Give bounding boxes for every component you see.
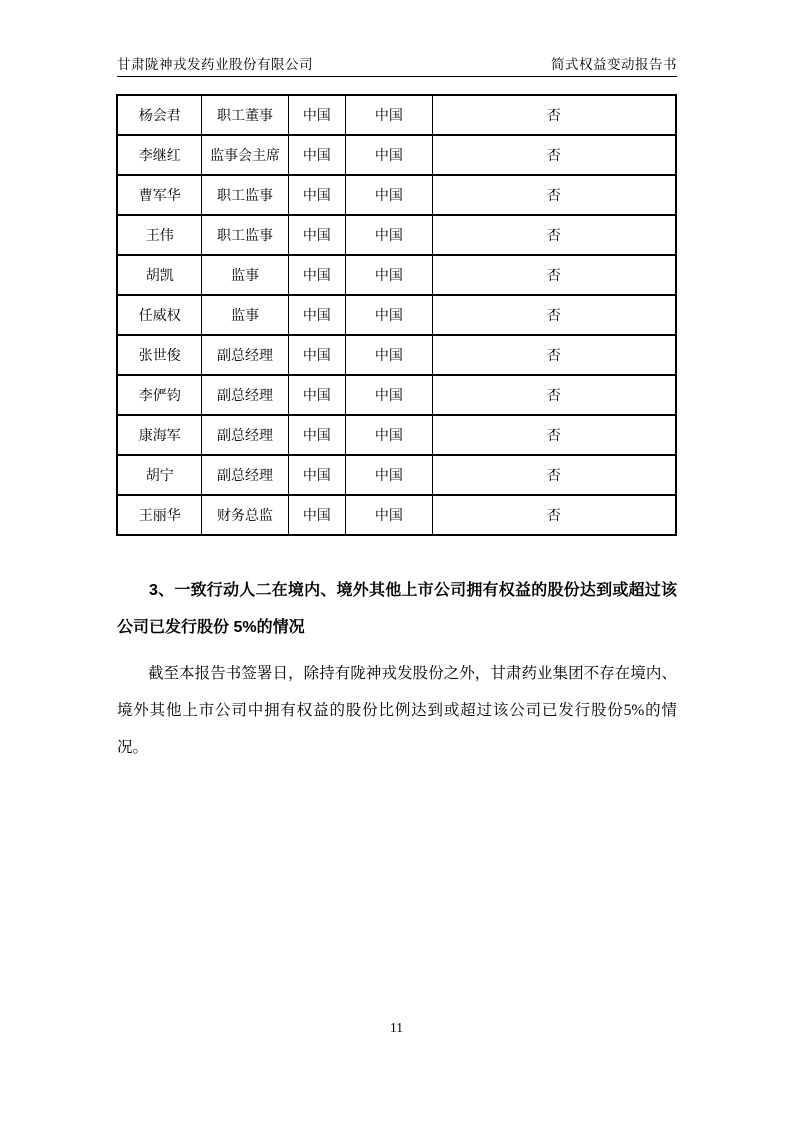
cell-name: 任威权: [117, 295, 202, 335]
cell-residence: 中国: [346, 255, 433, 295]
table-row: [117, 375, 676, 415]
header-divider: [117, 76, 677, 77]
cell-residence: 中国: [346, 415, 433, 455]
cell-residence: 中国: [346, 215, 433, 255]
table-row: [117, 455, 676, 495]
cell-other-rights: 否: [432, 455, 676, 495]
cell-nationality: 中国: [288, 415, 346, 455]
cell-nationality: 中国: [288, 175, 346, 215]
cell-other-rights: 否: [432, 135, 676, 175]
table-row: [117, 135, 676, 175]
cell-nationality: 中国: [288, 215, 346, 255]
table-row: [117, 255, 676, 295]
cell-nationality: 中国: [288, 455, 346, 495]
cell-position: 职工董事: [202, 95, 288, 135]
cell-name: 胡凯: [117, 255, 202, 295]
cell-nationality: 中国: [288, 95, 346, 135]
cell-nationality: 中国: [288, 255, 346, 295]
cell-other-rights: 否: [432, 335, 676, 375]
header-report-title: 简式权益变动报告书: [551, 57, 677, 72]
cell-position: 财务总监: [202, 495, 288, 535]
cell-residence: 中国: [346, 335, 433, 375]
cell-position: 职工监事: [202, 175, 288, 215]
section-heading: 3、一致行动人二在境内、境外其他上市公司拥有权益的股份达到或超过该公司已发行股份 5%的情况: [117, 582, 677, 636]
cell-nationality: 中国: [288, 135, 346, 175]
cell-nationality: 中国: [288, 495, 346, 535]
cell-name: 康海军: [117, 415, 202, 455]
cell-residence: 中国: [346, 495, 433, 535]
table-row: [117, 215, 676, 255]
cell-other-rights: 否: [432, 375, 676, 415]
cell-position: 监事会主席: [202, 135, 288, 175]
cell-position: 监事: [202, 255, 288, 295]
cell-position: 副总经理: [202, 455, 288, 495]
cell-position: 监事: [202, 295, 288, 335]
cell-name: 曹军华: [117, 175, 202, 215]
cell-other-rights: 否: [432, 415, 676, 455]
running-header: [117, 53, 677, 73]
cell-residence: 中国: [346, 175, 433, 215]
cell-name: 张世俊: [117, 335, 202, 375]
cell-nationality: 中国: [288, 375, 346, 415]
cell-name: 李俨钧: [117, 375, 202, 415]
table-row: [117, 415, 676, 455]
table-row: [117, 495, 676, 535]
header-company-name: 甘肃陇神戎发药业股份有限公司: [117, 57, 313, 72]
cell-name: 王伟: [117, 215, 202, 255]
cell-nationality: 中国: [288, 295, 346, 335]
table-row: [117, 295, 676, 335]
cell-other-rights: 否: [432, 215, 676, 255]
cell-name: 王丽华: [117, 495, 202, 535]
executives-table: [116, 94, 677, 536]
cell-nationality: 中国: [288, 335, 346, 375]
cell-other-rights: 否: [432, 495, 676, 535]
table-row: [117, 335, 676, 375]
cell-residence: 中国: [346, 135, 433, 175]
section-paragraph: 截至本报告书签署日，除持有陇神戎发股份之外，甘肃药业集团不存在境内、境外其他上市公司中拥有权益的股份比例达到或超过该公司已发行股份5%的情况。: [117, 665, 677, 756]
cell-residence: 中国: [346, 455, 433, 495]
cell-other-rights: 否: [432, 295, 676, 335]
cell-residence: 中国: [346, 295, 433, 335]
cell-name: 李继红: [117, 135, 202, 175]
page-number: 11: [390, 1020, 403, 1035]
cell-position: 职工监事: [202, 215, 288, 255]
cell-residence: 中国: [346, 95, 433, 135]
cell-position: 副总经理: [202, 335, 288, 375]
cell-other-rights: 否: [432, 95, 676, 135]
cell-other-rights: 否: [432, 175, 676, 215]
cell-position: 副总经理: [202, 375, 288, 415]
cell-residence: 中国: [346, 375, 433, 415]
table-row: [117, 95, 676, 135]
cell-position: 副总经理: [202, 415, 288, 455]
table-row: [117, 175, 676, 215]
cell-name: 胡宁: [117, 455, 202, 495]
cell-other-rights: 否: [432, 255, 676, 295]
cell-name: 杨会君: [117, 95, 202, 135]
